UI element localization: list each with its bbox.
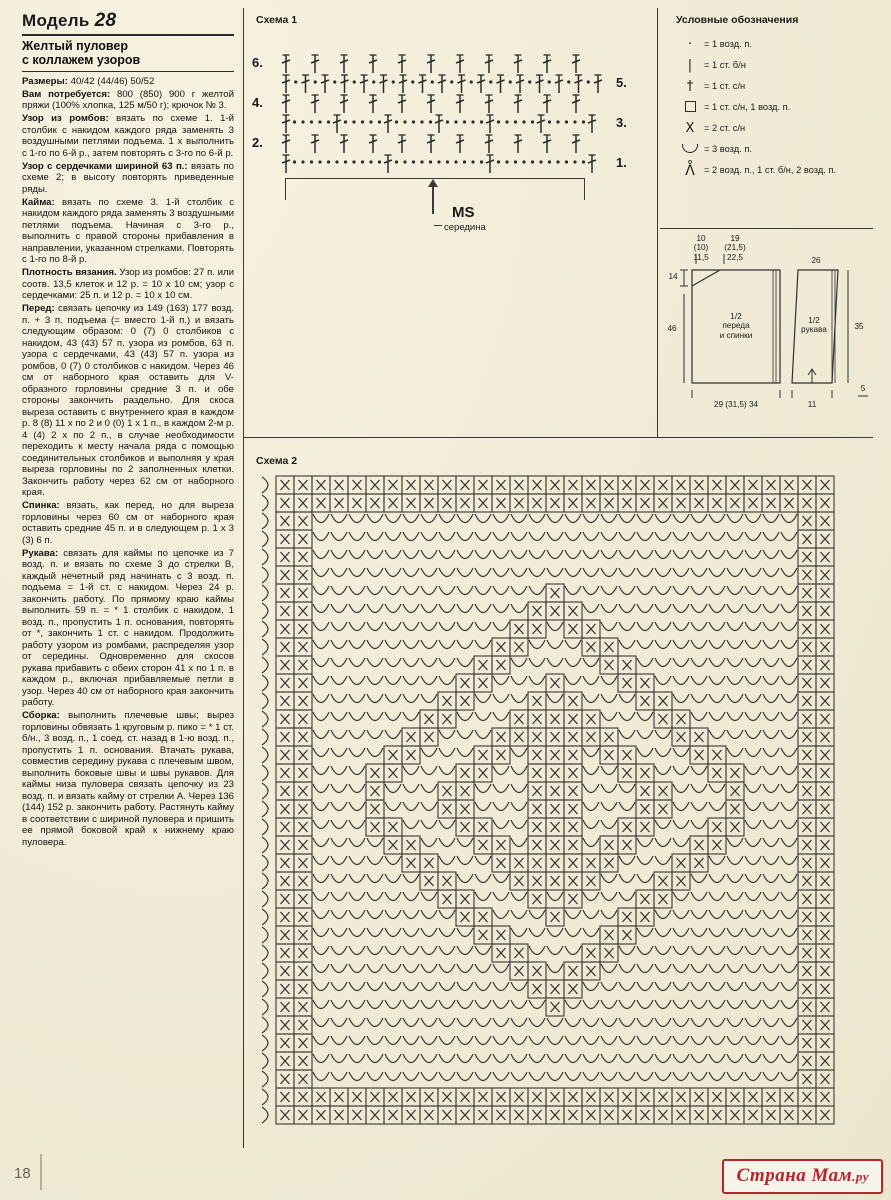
model-number: 28 (94, 10, 117, 31)
legend-item-label: = 3 возд. п. (704, 143, 752, 154)
measure-top-left: 10 (10) 11,5 (693, 234, 709, 262)
instruction-paragraph: Сборка: выполнить плечевые швы; вырез горловины обвязать 1 круговым р. пико = * 1 ст. б/н., 3 возд. п., 1 соед. ст. назад в 1-ю возд. п., пропустить 1 п. основания. Втачать рукава, совместив середину рукава с плечевым швом, выполнить боковые швы и швы рукавов. Для каймы низа пуловера связать цепочку из 23 возд. п. и вязать кайму от стрелки А. Через 136 (144) 152 р. закончить работу. Растянуть кайму в соответствии с шириной пуловера и пришить ее прямой боковой край к нижнему краю пуловера. (22, 710, 234, 848)
model-heading (22, 10, 234, 32)
legend-item-label: = 1 ст. с/н (704, 80, 746, 91)
schema2-svg (254, 472, 836, 1130)
legend-symbol-icon: X (685, 121, 695, 136)
instruction-paragraph: Вам потребуется: 800 (850) 900 г желтой пряжи (100% хлопка, 125 м/50 г); крючок № 3. (22, 88, 234, 112)
schema1-row-number-left: 4. (252, 95, 263, 110)
page-number: 18 (14, 1165, 31, 1182)
measure-sleeve-bottom-right: 5 (860, 384, 866, 393)
instruction-paragraph: Узор из ромбов: вязать по схеме 1. 1-й столбик с накидом каждого ряда заменять 3 воздушными петлями подъема. 1 х выполнить с 1-го по 6-й р., затем повторять с 3-го по 6-й р. (22, 113, 234, 159)
page-number-bar (40, 1154, 42, 1190)
schema1-chart (252, 32, 627, 172)
legend-item (676, 97, 872, 118)
legend-item-label: = 2 ст. с/н (704, 122, 746, 133)
instruction-paragraph: Плотность вязания. Узор из ромбов: 27 п. или соотв. 13,5 клеток и 12 р. = 10 x 10 см; узор с сердечками: 25 п. и 12 р. = 10 x 10 см. (22, 267, 234, 302)
schema1-row-number-left: 6. (252, 55, 263, 70)
section-divider (243, 437, 873, 438)
instruction-paragraph: Спинка: вязать, как перед, но для выреза горловины через 60 см от наборного края оставить средние 45 п. и в следующем р. 1 х 3 (3) 6 п. (22, 500, 234, 546)
center-marker-label: MS (452, 204, 475, 221)
legend-item-label: = 1 ст. б/н (704, 59, 746, 70)
legend-symbol-icon: | (687, 58, 693, 73)
schema2-chart (254, 472, 819, 1137)
pattern-pieces-schematic (662, 234, 872, 428)
measure-sleeve-top: 26 (811, 256, 821, 265)
watermark-suffix: .ру (852, 1169, 869, 1184)
instruction-paragraph: Размеры: 40/42 (44/46) 50/52 (22, 75, 155, 87)
instruction-paragraph: Кайма: вязать по схеме 3. 1-й столбик с накидом каждого ряда заменять 3 воздушными петлями подъема. Начиная с 3-го р., выполнить с правой стороны прибавления в направлении, указанном стрелками. Повторять с 1-го по 8-й р. (22, 196, 234, 266)
legend-symbol-icon: † (686, 79, 694, 94)
legend-divider (657, 8, 658, 437)
legend-list (676, 34, 872, 181)
legend-title: Условные обозначения (676, 14, 799, 26)
legend-item (676, 55, 872, 76)
legend-item-label: = 1 ст. с/н, 1 возд. п. (704, 101, 791, 112)
measure-46: 46 (667, 324, 677, 333)
measure-14: 14 (668, 272, 678, 281)
left-text-column (22, 10, 234, 850)
legend-item-label: = 2 возд. п., 1 ст. б/н, 2 возд. п. (704, 164, 837, 175)
legend-square-icon (676, 101, 704, 115)
measure-bottom-front: 29 (31,5) 34 (713, 400, 759, 409)
measure-bottom-sleeve: 11 (807, 400, 817, 409)
page-title: Желтый пуловер с коллажем узоров (22, 39, 141, 68)
legend-item (676, 139, 872, 160)
legend-item (676, 118, 872, 139)
front-back-piece-label: 1/2 переда и спинки (719, 312, 753, 340)
watermark (722, 1159, 883, 1194)
schema1-svg (280, 32, 610, 182)
instruction-paragraph: Рукава: связать для каймы по цепочке из 7 возд. п. и вязать по схеме 3 до стрелки В, каждый нечетный ряд начинать с 3 возд. п. подъема = 1-й ст. с накидом. Через 24 р. закончить работу. По прямому краю каймы выполнить 59 п. = * 1 столбик с накидом, 1 возд. п., пропустить 1 п. основания, повторять от *, закончить 1 ст. с накидом. Продолжить работу узором из ромбами, распределяя узор от середины. Одновременно для скосов рукава прибавить с обеих сторон 41 х по 1 п. в каждом р., включая прибавляемые петли в узор. Через 40 см от наборного края закончить работу. (22, 547, 234, 709)
schema2-label: Схема 2 (256, 455, 298, 467)
instructions-body (22, 76, 234, 849)
legend-item (676, 76, 872, 97)
legend-item (676, 34, 872, 55)
instruction-paragraph: Узор с сердечками шириной 63 п.: вязать по схеме 2; в высоту повторять приведенные ряды. (22, 160, 234, 195)
watermark-text: Страна Мам (736, 1165, 853, 1186)
model-label: Модель (22, 11, 90, 30)
legend-y-icon: ᐰ (685, 162, 695, 179)
legend-arc-icon (676, 143, 704, 156)
divider-top (22, 34, 234, 36)
center-arrow-icon (432, 186, 434, 214)
center-marker-sub: середина (444, 222, 486, 233)
schema1-row-number-left: 2. (252, 135, 263, 150)
sleeve-piece-label: 1/2 рукава (801, 316, 827, 335)
instruction-paragraph: Перед: связать цепочку из 149 (163) 177 возд. п. + 3 п. подъема (= вместо 1-й п.) и вязать следующим образом: 0 (7) 0 столбиков с накидом, 43 (43) 57 п. узора из ромбов, 63 п. узора с сердечками, 43 (43) 57 п. узора из ромбов, 0 (7) 0 столбиков с накидом. Через 46 см от наборного края оставить для V-образного горловины средние 3 п. и обе стороны закончить раздельно. Для скоса выреза оставить с внутреннего края в каждом р. 8 (8) 11 х по 2 и 0 (0) 1 х 1 п., в каждом 2-м р. 4 (4) 2 х по 2 п., в случае необходимости переходить к месту начала ряда с помощью соединительных столбиков и выполняя у края выреза горловины по 2 заполненных клетки. Закончить работу через 62 см от наборного края. (22, 303, 234, 499)
schema1-row-number-right: 3. (616, 115, 627, 130)
measure-top-right: 19 (21,5) 22,5 (724, 234, 746, 262)
divider-title (22, 71, 234, 72)
schema1-label: Схема 1 (256, 14, 298, 26)
schema1-row-number-right: 5. (616, 75, 627, 90)
measure-sleeve-right: 35 (854, 322, 864, 331)
legend-symbol-icon: · (687, 37, 693, 52)
schema1-row-number-right: 1. (616, 155, 627, 170)
legend-bottom-divider (660, 228, 873, 229)
legend-item (676, 160, 872, 181)
legend-item-label: = 1 возд. п. (704, 38, 752, 49)
column-divider (243, 8, 244, 1148)
